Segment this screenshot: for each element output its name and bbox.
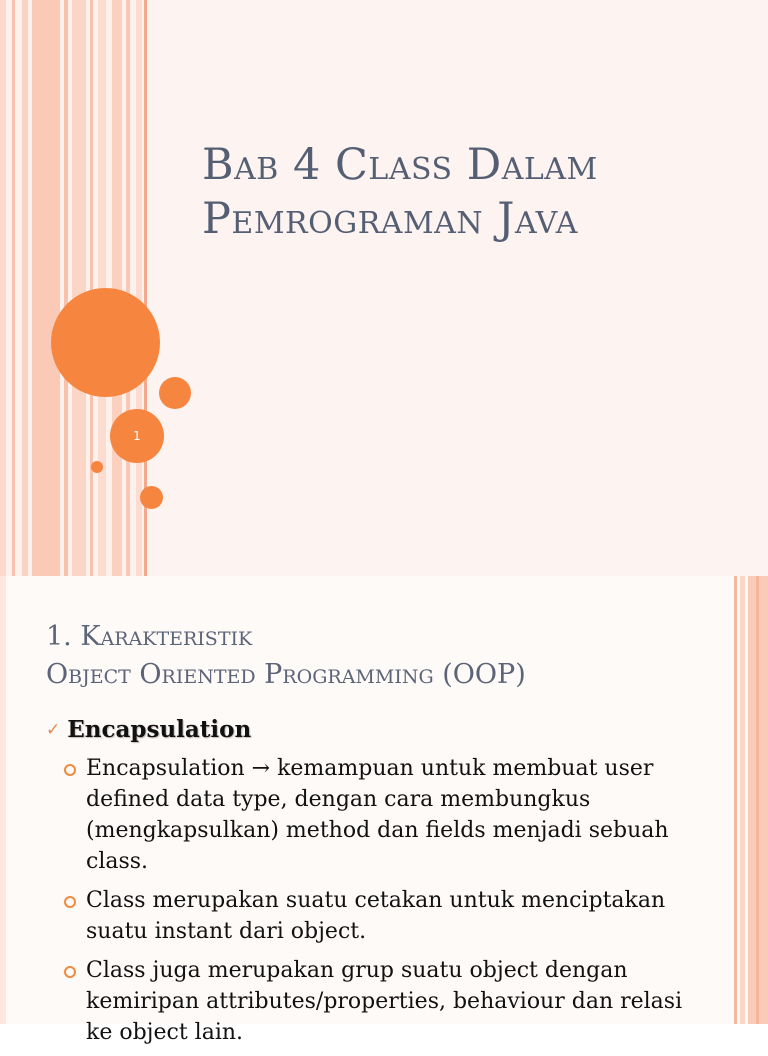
decor-stripe bbox=[136, 0, 142, 576]
decor-circle-small bbox=[91, 461, 103, 473]
decor-stripe bbox=[12, 0, 15, 576]
slide-heading bbox=[46, 618, 726, 694]
decor-stripe bbox=[0, 0, 6, 576]
list-item bbox=[64, 955, 684, 1048]
decor-stripe bbox=[72, 0, 86, 576]
list-item bbox=[64, 885, 684, 947]
list-item bbox=[64, 753, 684, 877]
bullet-text: Encapsulation → kemampuan untuk membuat user defined data type, dengan cara membungkus (mengkapsulkan) method dan fields menjadi sebuah class. bbox=[86, 756, 669, 874]
decor-stripe bbox=[32, 0, 60, 576]
bullet-list bbox=[64, 753, 684, 1056]
decor-stripe bbox=[90, 0, 93, 576]
bullet-text: Class juga merupakan grup suatu object dengan kemiripan attributes/properties, behaviour dan relasi ke object lain. bbox=[86, 958, 683, 1045]
page-number: 1 bbox=[110, 409, 164, 463]
decor-stripe bbox=[64, 0, 68, 576]
section-title bbox=[46, 716, 251, 743]
decor-stripe bbox=[0, 576, 6, 1024]
decor-circle-large bbox=[51, 288, 160, 397]
section-label: Encapsulation bbox=[67, 716, 252, 743]
decor-circle bbox=[140, 486, 163, 509]
decor-stripe bbox=[740, 576, 745, 1024]
slide-content-bg bbox=[147, 0, 768, 576]
heading-line: Object Oriented Programming (OOP) bbox=[46, 659, 526, 690]
check-icon: ✓ bbox=[46, 719, 61, 740]
title-line: Bab 4 Class Dalam bbox=[202, 140, 598, 190]
content-slide bbox=[0, 576, 768, 1045]
circle-bullet-icon bbox=[64, 966, 76, 978]
title-line: Pemrograman Java bbox=[202, 194, 578, 244]
decor-circle bbox=[159, 377, 191, 409]
decor-stripe bbox=[126, 0, 130, 576]
heading-line: 1. Karakteristik bbox=[46, 621, 253, 652]
circle-bullet-icon bbox=[64, 764, 76, 776]
slide-title bbox=[202, 138, 742, 246]
decor-stripe bbox=[734, 576, 737, 1024]
bullet-text: Class merupakan suatu cetakan untuk menciptakan suatu instant dari object. bbox=[86, 888, 666, 944]
decor-stripe bbox=[22, 0, 28, 576]
decor-stripe bbox=[756, 576, 759, 1024]
circle-bullet-icon bbox=[64, 896, 76, 908]
